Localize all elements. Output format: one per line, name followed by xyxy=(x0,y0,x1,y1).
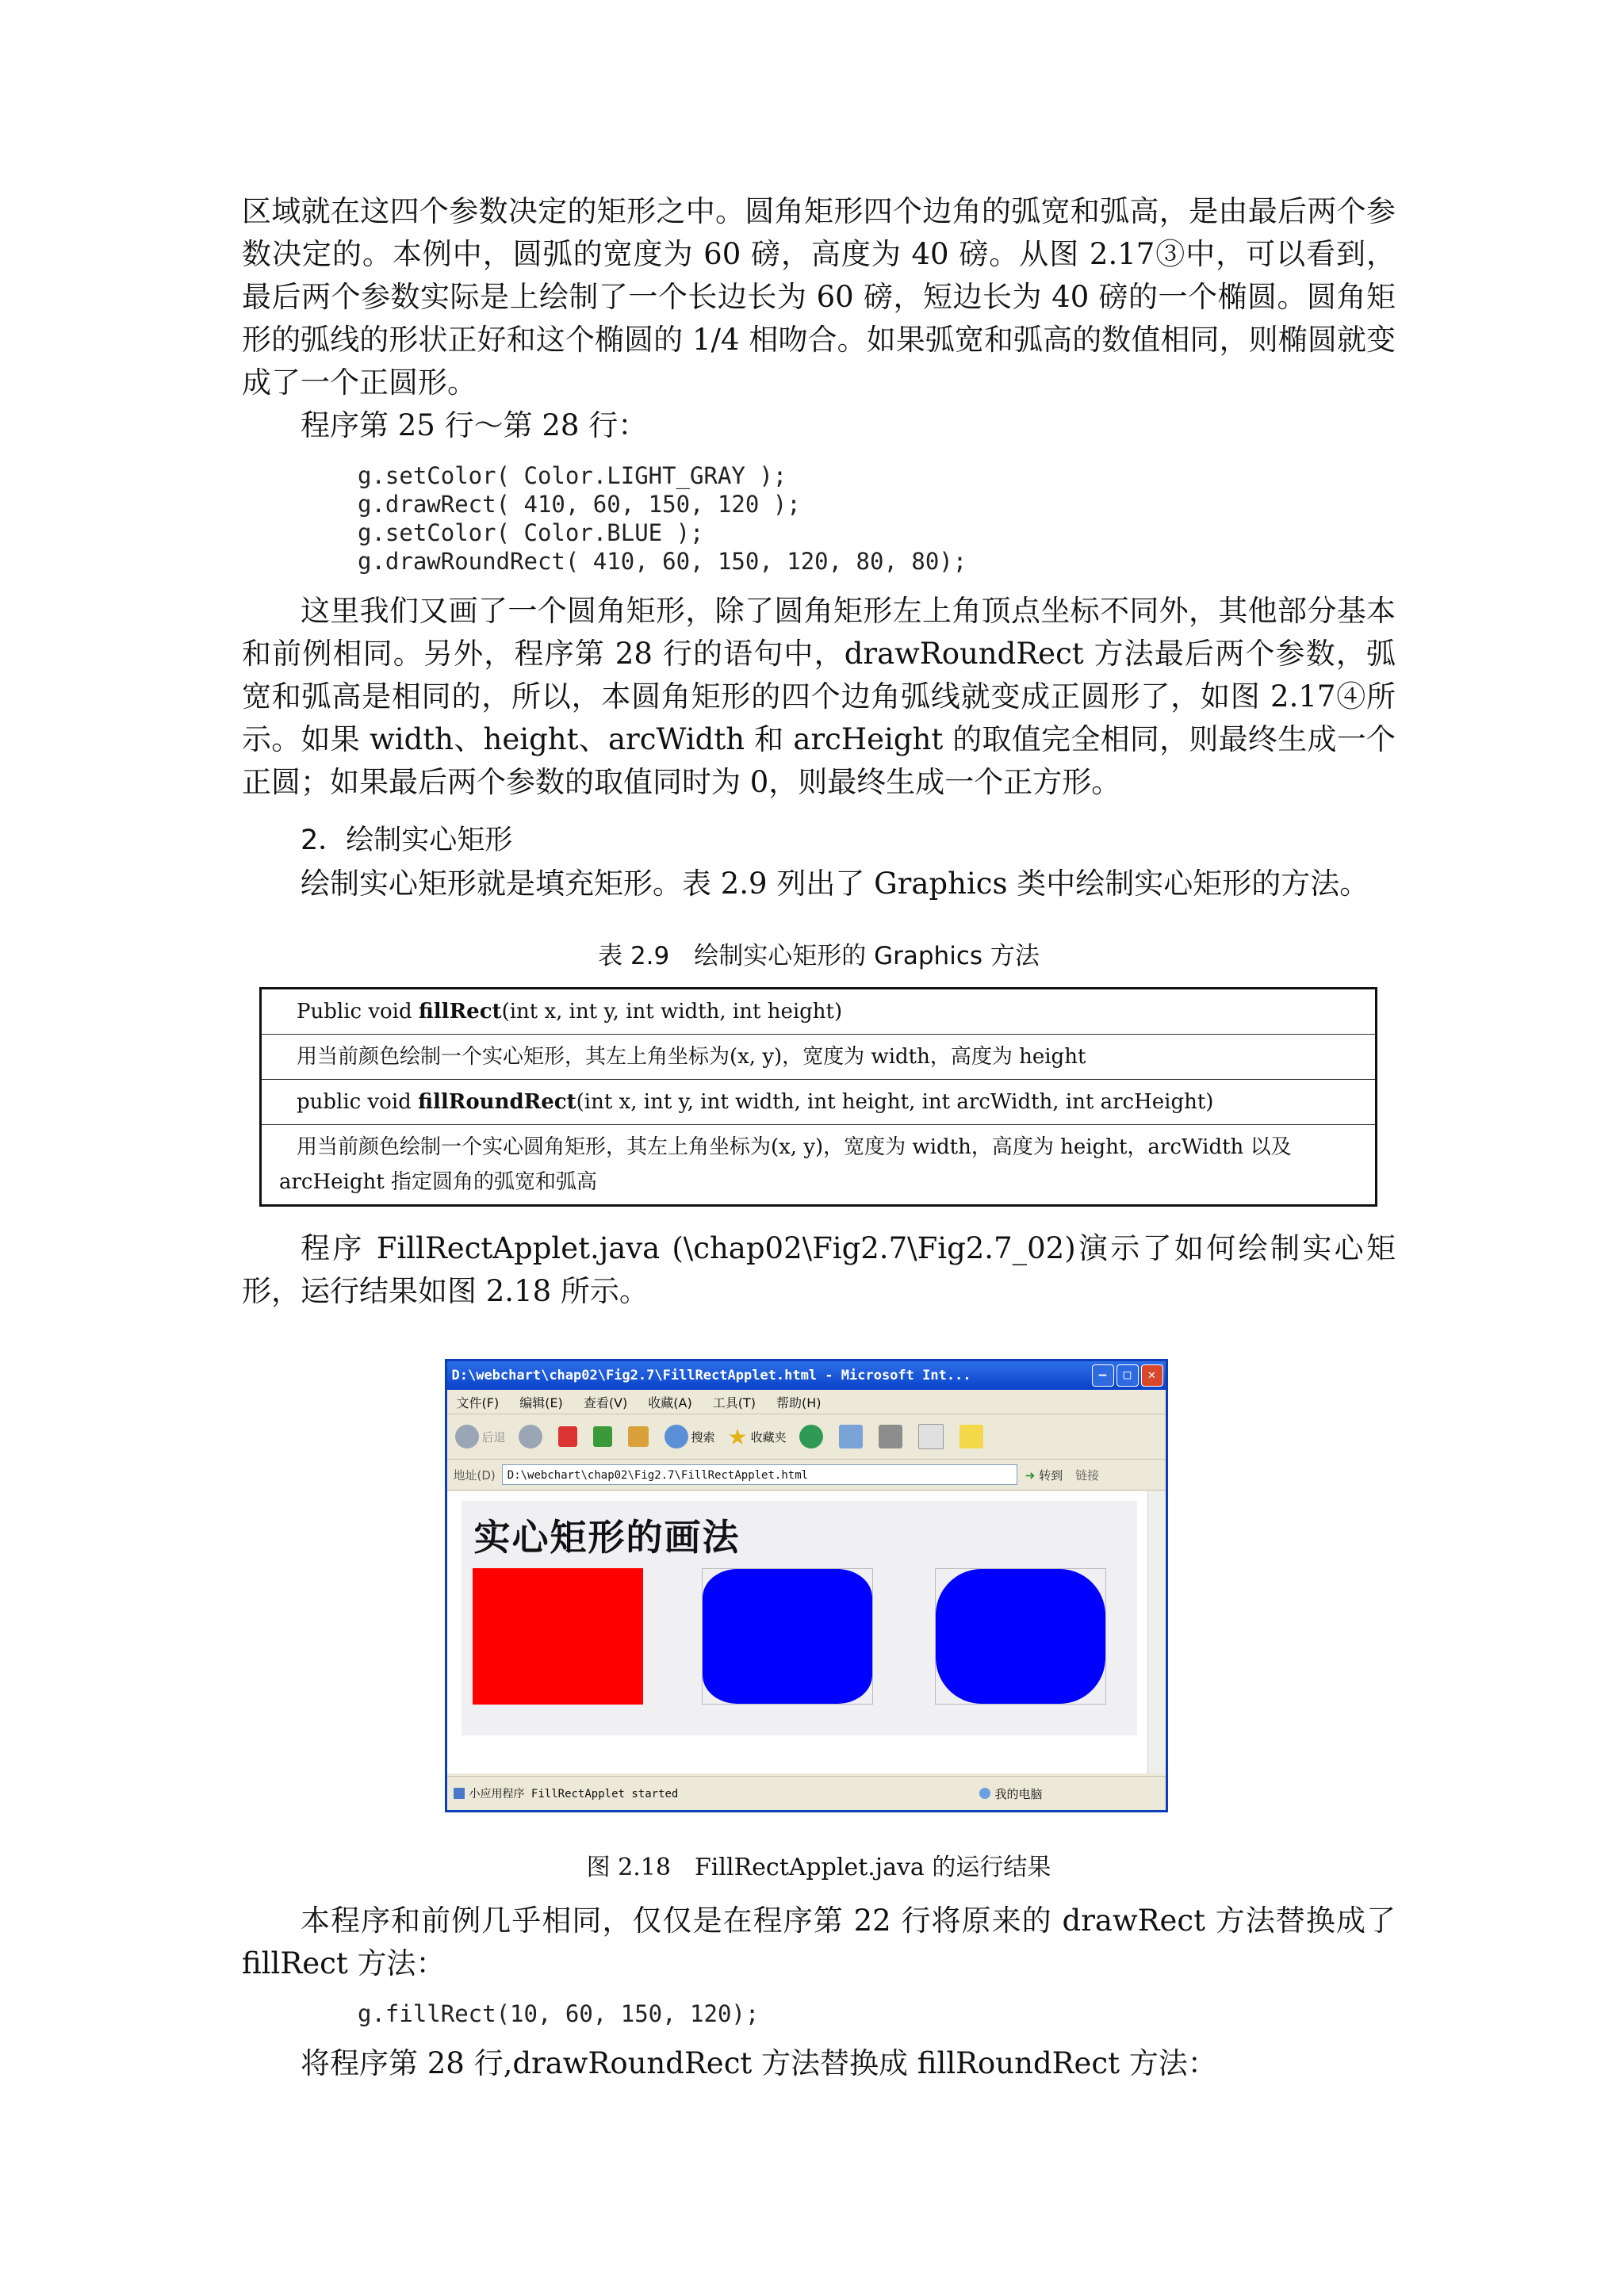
paragraph: 这里我们又画了一个圆角矩形，除了圆角矩形左上角顶点坐标不同外，其他部分基本和前例相同。另外，程序第 28 行的语句中，drawRoundRect 方法最后两个参数，弧宽和弧高是相同的，所以，本圆角矩形的四个边角弧线就变成正圆形了，如图 2.17④所示。如果 width、height、arcWidth 和 arcHeight 的取值完全相同，则最终生成一个正圆；如果最后两个参数的取值同时为 0，则最终生成一个正方形。 xyxy=(242,594,1396,799)
refresh-icon xyxy=(593,1426,612,1447)
mail-button[interactable] xyxy=(839,1425,866,1448)
table-cell xyxy=(261,989,1377,1035)
print-button[interactable] xyxy=(879,1425,906,1448)
search-button[interactable] xyxy=(665,1425,715,1448)
go-button[interactable] xyxy=(1025,1467,1063,1483)
table-caption: 表 2.9 绘制实心矩形的 Graphics 方法 xyxy=(598,942,1040,970)
browser-window xyxy=(445,1359,1168,1812)
applet-title: 实心矩形的画法 xyxy=(473,1516,741,1559)
cell-text: Public void xyxy=(297,1000,419,1024)
title-bar xyxy=(447,1361,1166,1390)
paragraph: 程序 FillRectApplet.java (\chap02\Fig2.7\Fig2.7_02)演示了如何绘制实心矩形，运行结果如图 2.18 所示。 xyxy=(242,1231,1396,1308)
cell-text: (int x, int y, int width, int height, int arcWidth, int arcHeight) xyxy=(576,1090,1214,1114)
address-bar xyxy=(447,1460,1166,1490)
code-block: g.fillRect(10, 60, 150, 120); xyxy=(358,2000,760,2027)
minimize-button[interactable]: – xyxy=(1092,1364,1114,1387)
table-row xyxy=(261,1080,1377,1125)
home-icon xyxy=(628,1426,649,1447)
paragraph: 区域就在这四个参数决定的矩形之中。圆角矩形四个边角的弧宽和弧高，是由最后两个参数决定的。本例中，圆弧的宽度为 60 磅，高度为 40 磅。从图 2.17③中，可以看到，最后两个参数实际是上绘制了一个长边长为 60 磅，短边长为 40 磅的一个椭圆。圆角矩形的弧线的形状正好和这个椭圆的 1/4 相吻合。如果弧宽和弧高的数值相同，则椭圆就变成了一个正圆形。 xyxy=(242,194,1396,400)
notes-button[interactable] xyxy=(959,1425,986,1448)
menu-view[interactable]: 查看(V) xyxy=(583,1395,628,1410)
page-viewport xyxy=(447,1491,1166,1774)
paragraph: 本程序和前例几乎相同，仅仅是在程序第 22 行将原来的 drawRect 方法替换成了 fillRect 方法： xyxy=(242,1904,1396,1980)
search-label: 搜索 xyxy=(691,1429,715,1445)
applet-icon xyxy=(454,1788,465,1799)
window-title: D:\webchart\chap02\Fig2.7\FillRectApplet.html - Microsoft Int... xyxy=(451,1368,971,1383)
history-button[interactable] xyxy=(799,1425,826,1448)
computer-icon xyxy=(979,1788,990,1799)
mail-icon xyxy=(839,1425,863,1448)
stop-icon xyxy=(558,1426,577,1447)
filled-rect xyxy=(473,1568,643,1705)
back-label: 后退 xyxy=(481,1429,506,1445)
cell-text: (int x, int y, int width, int height) xyxy=(501,1000,843,1024)
maximize-button[interactable]: □ xyxy=(1116,1364,1139,1387)
table-cell: 用当前颜色绘制一个实心圆角矩形，其左上角坐标为(x, y)，宽度为 width，高度为 height，arcWidth 以及 arcHeight 指定圆角的弧宽和弧高 xyxy=(261,1125,1377,1206)
stop-button[interactable] xyxy=(558,1426,580,1447)
address-input[interactable]: D:\webchart\chap02\Fig2.7\FillRectApplet.html xyxy=(502,1464,1017,1485)
figure-caption: 图 2.18 FillRectApplet.java 的运行结果 xyxy=(586,1854,1051,1881)
menu-tools[interactable]: 工具(T) xyxy=(712,1395,756,1410)
method-name: fillRect xyxy=(418,1000,502,1024)
go-label: 转到 xyxy=(1039,1468,1063,1483)
filled-round-rect xyxy=(703,1569,872,1704)
edit-icon xyxy=(918,1424,944,1449)
menu-file[interactable]: 文件(F) xyxy=(456,1395,500,1410)
favorites-button[interactable] xyxy=(728,1424,787,1450)
page-content xyxy=(242,190,1396,2085)
menu-help[interactable]: 帮助(H) xyxy=(776,1395,822,1410)
notes-icon xyxy=(959,1425,983,1448)
menu-edit[interactable]: 编辑(E) xyxy=(519,1395,563,1410)
close-button[interactable]: ✕ xyxy=(1141,1364,1163,1387)
status-zone: 我的电脑 xyxy=(994,1786,1043,1801)
table-row xyxy=(261,1125,1377,1206)
section-heading: 2．绘制实心矩形 xyxy=(301,825,513,856)
menu-favorites[interactable]: 收藏(A) xyxy=(648,1395,692,1410)
table-row xyxy=(261,1035,1377,1080)
go-arrow-icon: ➜ xyxy=(1025,1468,1036,1483)
forward-button[interactable] xyxy=(519,1425,546,1448)
links-button[interactable]: 链接 xyxy=(1075,1468,1100,1483)
search-icon xyxy=(665,1425,688,1448)
cell-text: public void xyxy=(297,1090,419,1114)
star-icon: ★ xyxy=(727,1423,748,1450)
table-row xyxy=(261,989,1377,1035)
print-icon xyxy=(879,1425,902,1448)
code-block: g.setColor( Color.LIGHT_GRAY ); g.drawRect( 410, 60, 150, 120 ); g.setColor( Color.BLUE ); g.drawRoundRect( 410, 60, 150, 120, 80, 80); xyxy=(358,462,967,575)
history-icon xyxy=(799,1425,823,1448)
table-cell: 用当前颜色绘制一个实心矩形，其左上角坐标为(x, y)，宽度为 width，高度为 height xyxy=(261,1035,1377,1080)
home-button[interactable] xyxy=(628,1426,652,1447)
filled-round-rect xyxy=(936,1569,1105,1704)
applet-area xyxy=(462,1501,1137,1735)
paragraph: 将程序第 28 行,drawRoundRect 方法替换成 fillRoundRect 方法： xyxy=(301,2046,1217,2080)
method-name: fillRoundRect xyxy=(418,1090,576,1114)
paragraph: 程序第 25 行～第 28 行： xyxy=(301,408,648,442)
address-label: 地址(D) xyxy=(453,1468,496,1483)
methods-table xyxy=(259,987,1377,1207)
status-text: 小应用程序 FillRectApplet started xyxy=(469,1788,679,1800)
paragraph: 绘制实心矩形就是填充矩形。表 2.9 列出了 Graphics 类中绘制实心矩形的方法。 xyxy=(301,867,1369,901)
back-button[interactable] xyxy=(455,1425,506,1448)
refresh-button[interactable] xyxy=(593,1426,615,1447)
menu-bar xyxy=(447,1390,1166,1414)
back-icon xyxy=(455,1425,479,1448)
edit-button[interactable] xyxy=(918,1424,947,1449)
forward-icon xyxy=(519,1425,542,1448)
vertical-scrollbar[interactable] xyxy=(1147,1491,1166,1774)
status-bar xyxy=(447,1776,1166,1810)
table-cell xyxy=(261,1080,1377,1125)
toolbar xyxy=(447,1414,1166,1460)
favorites-label: 收藏夹 xyxy=(750,1429,787,1445)
